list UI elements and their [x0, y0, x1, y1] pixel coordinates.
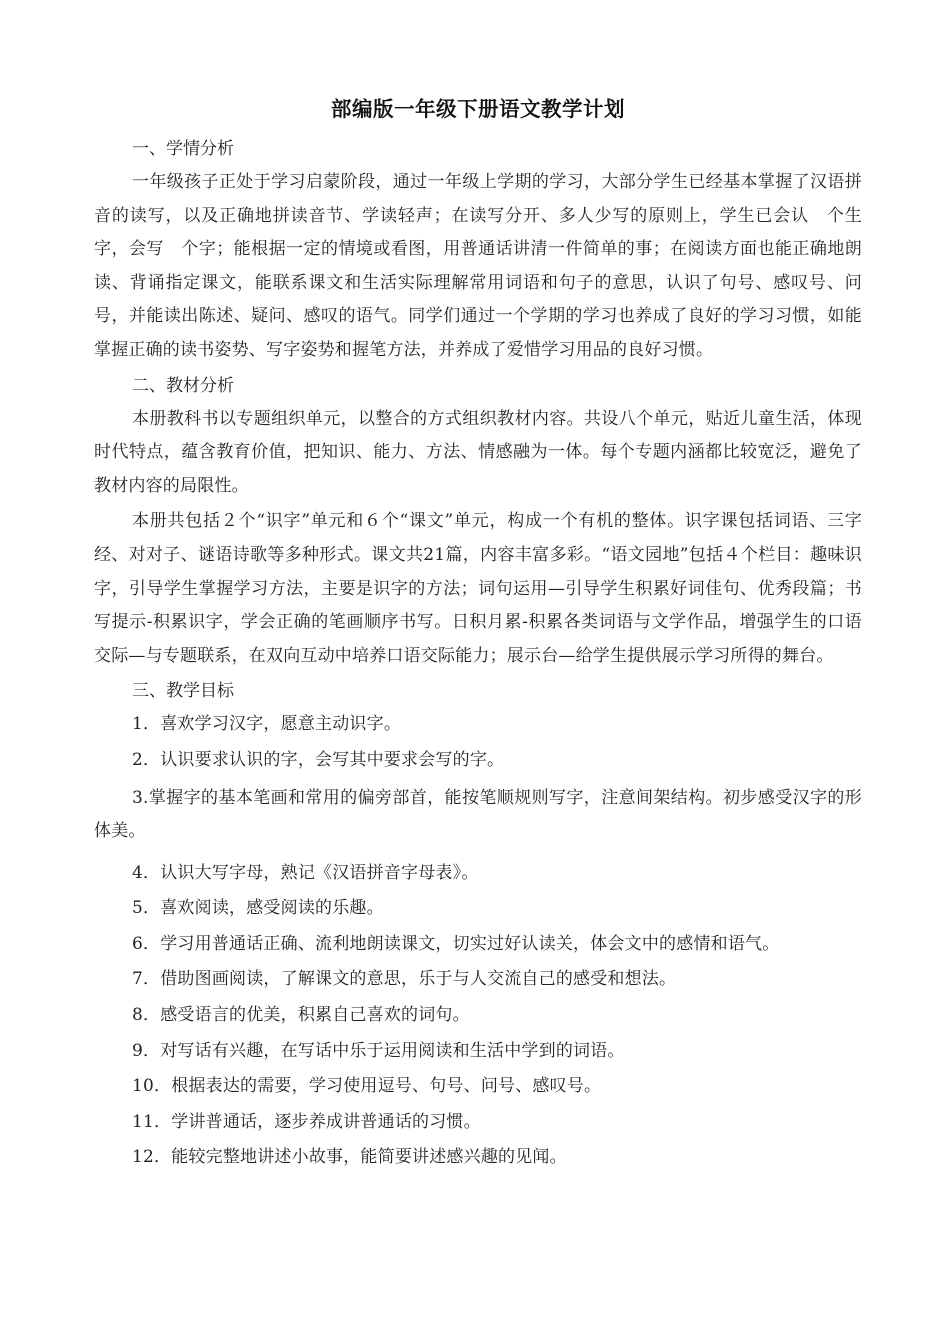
- goal-item-6: 6．学习用普通话正确、流利地朗读课文，切实过好认读关，体会文中的感情和语气。: [132, 933, 780, 954]
- goal-item-10: 10．根据表达的需要，学习使用逗号、句号、问号、感叹号。: [132, 1076, 602, 1097]
- goal-item-2: 2．认识要求认识的字，会写其中要求会写的字。: [132, 749, 505, 770]
- goal-item-1: 1．喜欢学习汉字，愿意主动识字。: [132, 714, 402, 735]
- goal-item-5: 5．喜欢阅读，感受阅读的乐趣。: [132, 898, 384, 919]
- section-heading-3: 三、教学目标: [132, 681, 234, 702]
- page-title: 部编版一年级下册语文教学计划: [331, 97, 625, 121]
- goal-item-3: 3.掌握字的基本笔画和常用的偏旁部首，能按笔顺规则写字，注意间架结构。初步感受汉字的形体美。: [94, 787, 862, 842]
- paragraph-2: 本册教科书以专题组织单元，以整合的方式组织教材内容。共设八个单元，贴近儿童生活，体现时代特点，蕴含教育价值，把知识、能力、方法、情感融为一体。每个专题内涵都比较宽泛，避免了教材内容的局限性。: [94, 408, 862, 496]
- paragraph-1: 一年级孩子正处于学习启蒙阶段，通过一年级上学期的学习，大部分学生已经基本掌握了汉语拼音的读写，以及正确地拼读音节、学读轻声；在读写分开、多人少写的原则上，学生已会认 个生字，会写 个字；能根据一定的情境或看图，用普通话讲清一件简单的事；在阅读方面也能正确地朗读、背诵指定课文，能联系课文和生活实际理解常用词语和句子的意思，认识了句号、感叹号、问号，并能读出陈述、疑问、感叹的语气。同学们通过一个学期的学习也养成了良好的学习习惯，如能掌握正确的读书姿势、写字姿势和握笔方法，并养成了爱惜学习用品的良好习惯。: [94, 172, 862, 360]
- section-heading-1: 一、学情分析: [132, 139, 234, 159]
- goal-item-9: 9．对写话有兴趣，在写话中乐于运用阅读和生活中学到的词语。: [132, 1040, 625, 1061]
- goal-item-12: 12．能较完整地讲述小故事，能简要讲述感兴趣的见闻。: [132, 1147, 567, 1168]
- section-heading-2: 二、教材分析: [132, 375, 234, 396]
- goal-item-11: 11．学讲普通话，逐步养成讲普通话的习惯。: [132, 1111, 481, 1132]
- goal-item-4: 4．认识大写字母，熟记《汉语拼音字母表》。: [132, 862, 479, 883]
- document-page: [94, 92, 862, 1175]
- goal-item-8: 8．感受语言的优美，积累自己喜欢的词句。: [132, 1005, 470, 1026]
- goal-item-7: 7．借助图画阅读，了解课文的意思，乐于与人交流自己的感受和想法。: [132, 969, 677, 990]
- paragraph-3: 本册共包括２个“识字”单元和６个“课文”单元，构成一个有机的整体。识字课包括词语、三字经、对对子、谜语诗歌等多种形式。课文共21篇，内容丰富多彩。“语文园地”包括４个栏目：趣味识字，引导学生掌握学习方法，主要是识字的方法；词句运用—引导学生积累好词佳句、优秀段篇；书写提示-积累识字，学会正确的笔画顺序书写。日积月累-积累各类词语与文学作品，增强学生的口语交际—与专题联系，在双向互动中培养口语交际能力；展示台—给学生提供展示学习所得的舞台。: [94, 511, 862, 666]
